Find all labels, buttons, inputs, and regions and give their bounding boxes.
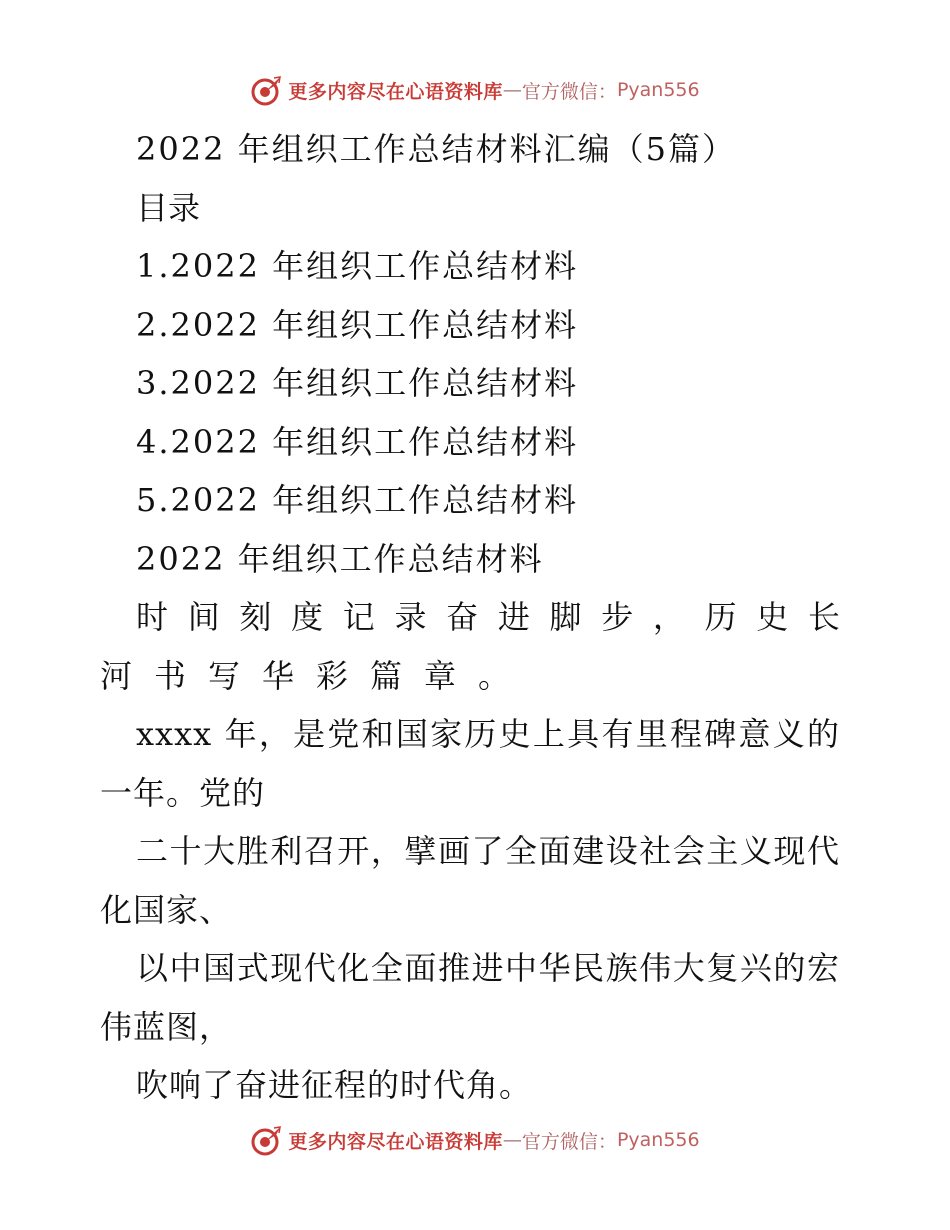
paragraph-line: 二十大胜利召开，擘画了全面建设社会主义现代: [136, 832, 840, 870]
footer-separator: —: [502, 1129, 522, 1151]
header-brand-text: 更多内容尽在心语资料库: [288, 80, 503, 103]
paragraph-line: 化国家、: [100, 890, 233, 929]
paragraph-line: 河书写华彩篇章。: [100, 656, 533, 695]
toc-heading: 目录: [136, 188, 201, 227]
header-separator: —: [502, 79, 522, 101]
header-watermark: [0, 70, 950, 110]
paragraph-line: 吹响了奋进征程的时代角。: [136, 1066, 533, 1104]
toc-item-2[interactable]: 2.2022 年组织工作总结材料: [136, 305, 579, 344]
footer-wechat-id: Pyan556: [616, 1129, 700, 1151]
paragraph-line: 时间刻度记录奋进脚步，历史长: [136, 598, 840, 636]
header-wechat-id: Pyan556: [616, 79, 700, 101]
header-wechat-label: 官方微信：: [521, 80, 617, 103]
toc-item-1[interactable]: 1.2022 年组织工作总结材料: [136, 247, 579, 285]
paragraph-line: 一年。党的: [100, 773, 266, 812]
toc-item-3[interactable]: 3.2022 年组织工作总结材料: [136, 364, 579, 402]
quill-logo-icon: [250, 73, 284, 107]
paragraph-line: 以中国式现代化全面推进中华民族伟大复兴的宏: [136, 949, 840, 987]
toc-item-5[interactable]: 5.2022 年组织工作总结材料: [136, 481, 579, 519]
section-title: 2022 年组织工作总结材料: [136, 539, 544, 578]
paragraph-line: xxxx 年，是党和国家历史上具有里程碑意义的: [136, 715, 840, 753]
document-title: 2022 年组织工作总结材料汇编（5篇）: [136, 130, 736, 168]
paragraph-line: 伟蓝图，: [100, 1007, 233, 1046]
footer-watermark: [0, 1120, 950, 1160]
footer-brand-text: 更多内容尽在心语资料库: [288, 1130, 503, 1153]
quill-logo-icon: [250, 1123, 284, 1157]
toc-item-4[interactable]: 4.2022 年组织工作总结材料: [136, 422, 579, 461]
footer-wechat-label: 官方微信：: [521, 1130, 617, 1153]
document-body: [100, 120, 840, 1115]
